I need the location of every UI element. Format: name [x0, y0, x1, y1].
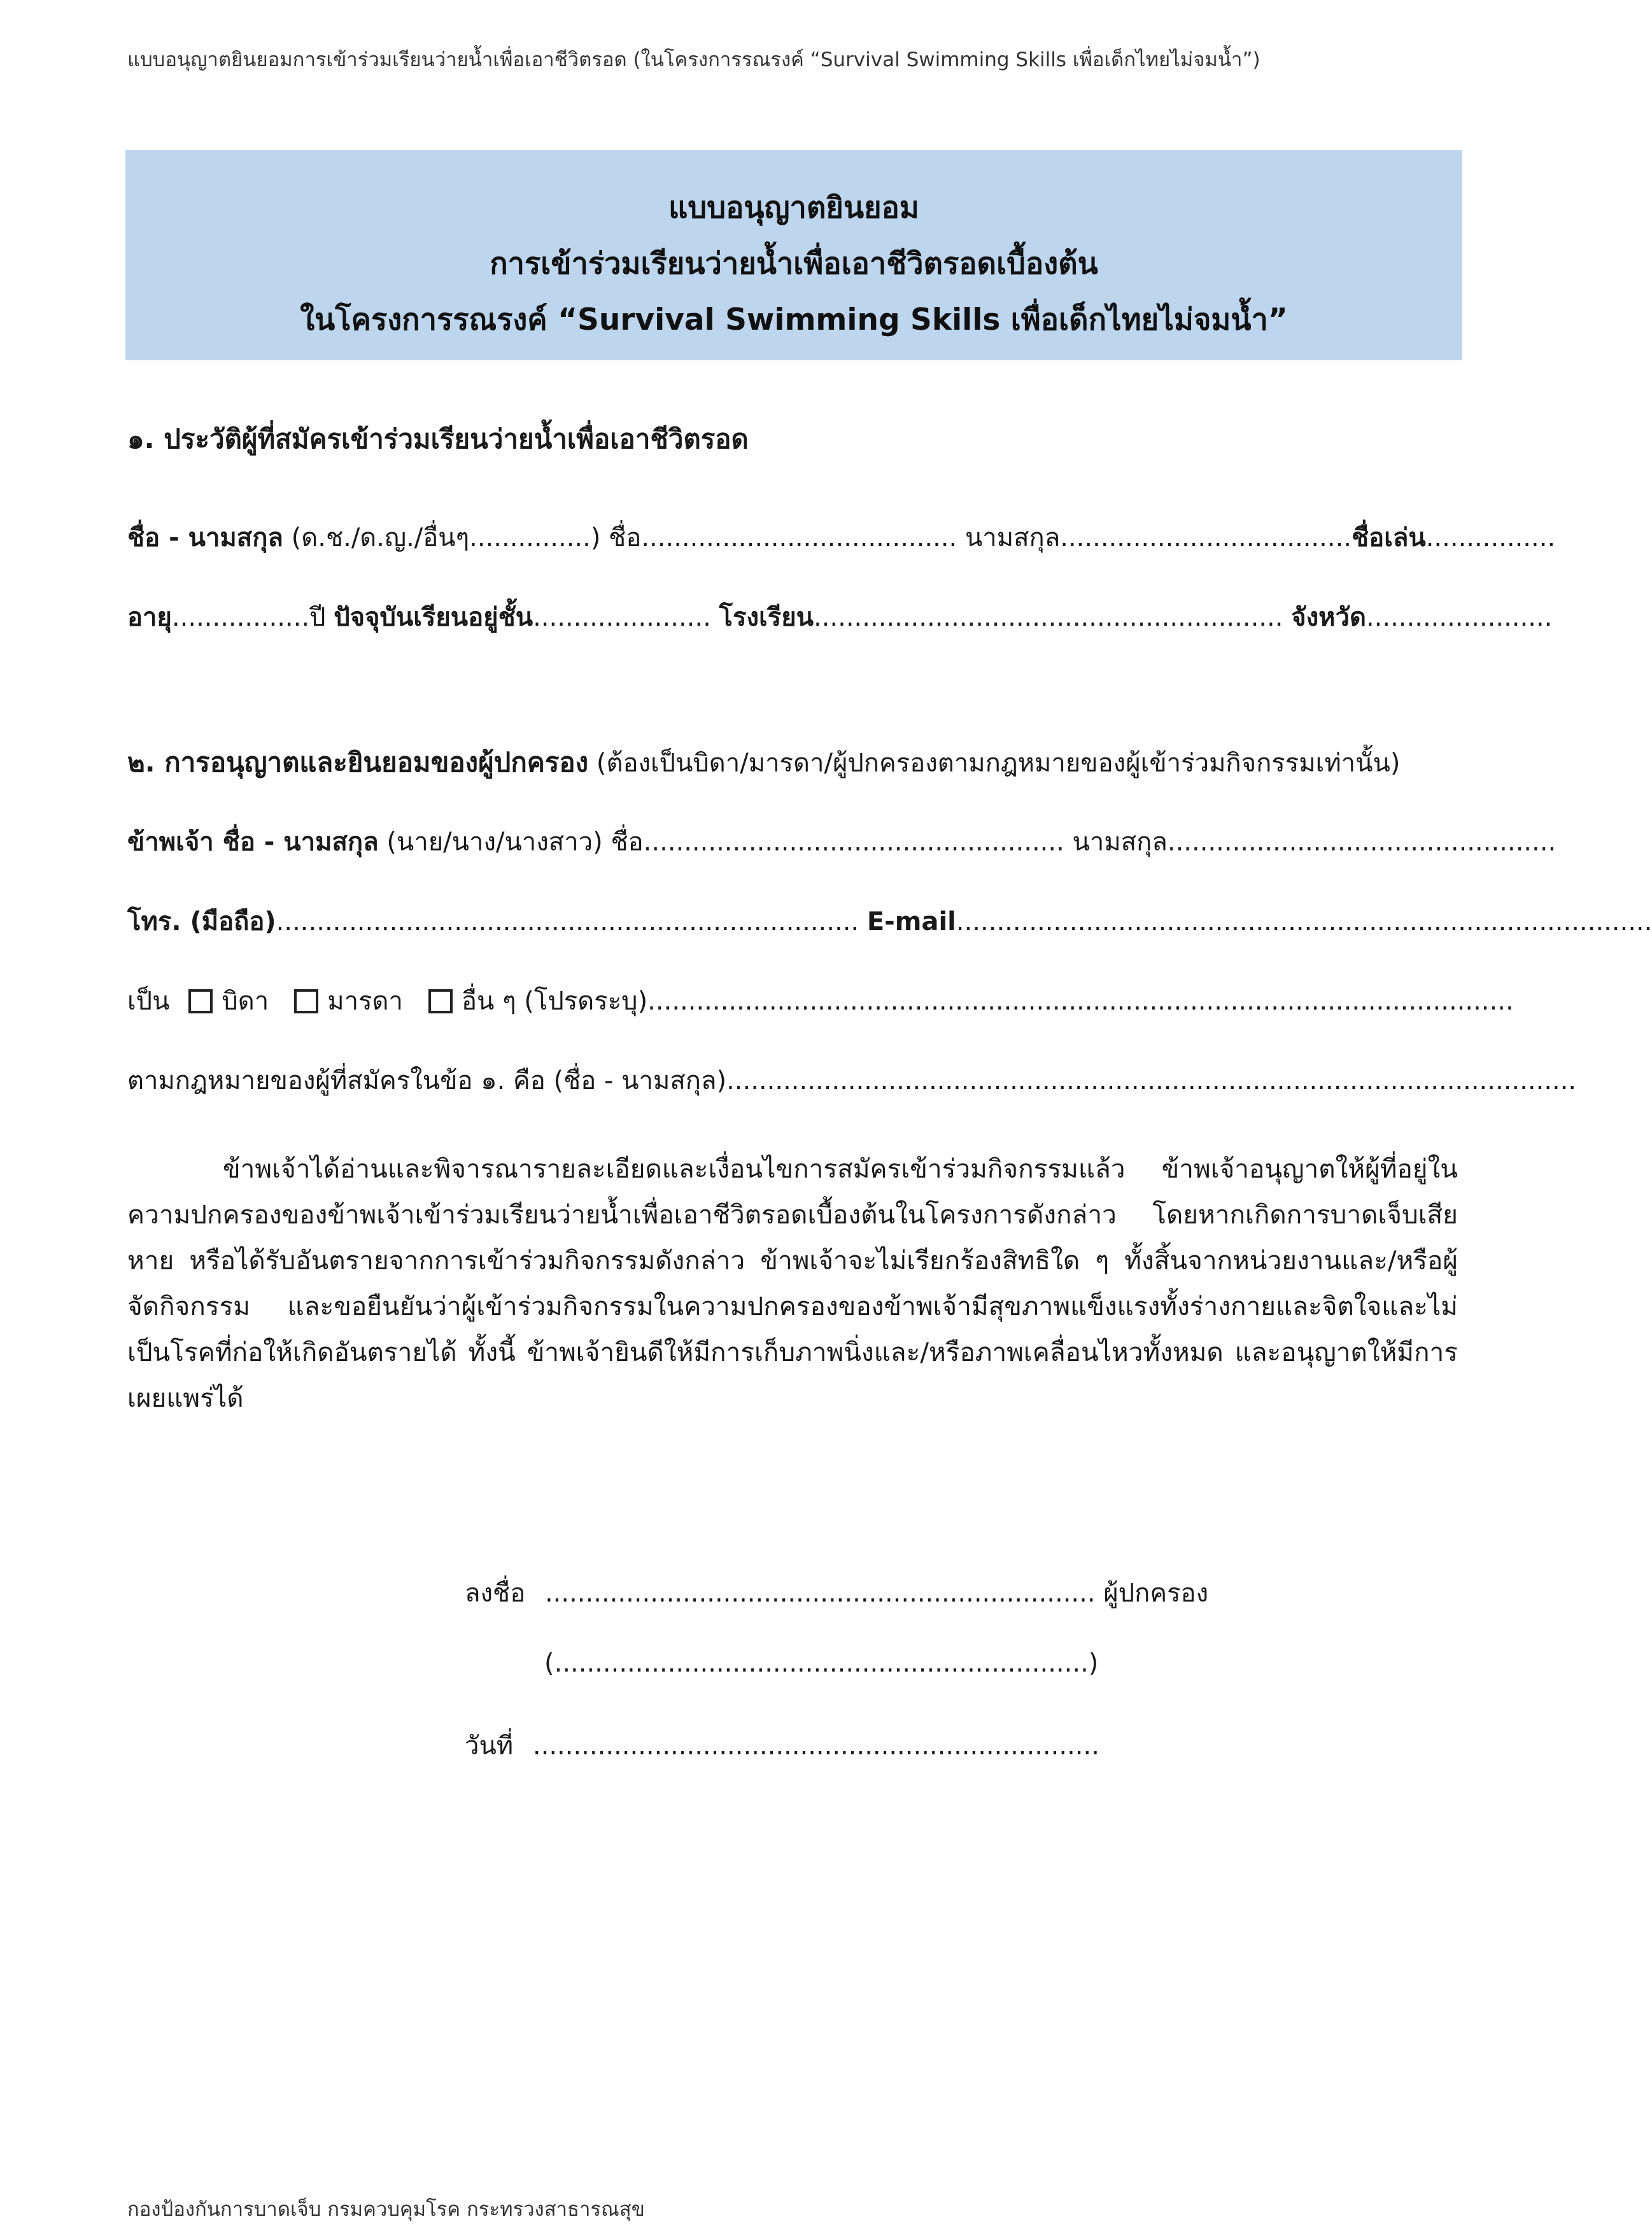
- applicant-name-label: ชื่อ - นามสกุล: [127, 523, 283, 553]
- province-label: จังหวัด: [1291, 603, 1366, 632]
- email-label: E-mail: [866, 907, 956, 936]
- guardian-name-row: [127, 821, 1556, 862]
- guardian-name-label: ข้าพเจ้า ชื่อ - นามสกุล: [127, 828, 379, 857]
- age-label: อายุ: [127, 603, 172, 632]
- section1-heading: ๑. ประวัติผู้ที่สมัครเข้าร่วมเรียนว่ายน้ำเพื่อเอาชีวิตรอด: [127, 423, 749, 454]
- applicant-details-row: [127, 596, 1552, 637]
- father-label: บิดา: [222, 987, 269, 1016]
- title-line-2: การเข้าร่วมเรียนว่ายน้ำเพื่อเอาชีวิตรอดเบื้องต้น: [490, 246, 1098, 281]
- applicant-first-name-field[interactable]: ชื่อ.......................................: [609, 523, 957, 553]
- phone-field[interactable]: ........................................................................: [276, 907, 859, 936]
- age-field[interactable]: .................ปี: [171, 603, 326, 632]
- school-label: โรงเรียน: [719, 603, 814, 632]
- phone-label: โทร. (มือถือ): [127, 907, 276, 936]
- school-field[interactable]: ..........................................................: [813, 603, 1283, 632]
- guardian-last-name-field[interactable]: นามสกุล................................................: [1072, 828, 1557, 857]
- applicant-last-name-field[interactable]: นามสกุล....................................: [964, 523, 1352, 553]
- other-field[interactable]: อื่น ๆ (โปรดระบุ)...........................................................................................................: [461, 987, 1514, 1016]
- signature-role: ผู้ปกครอง: [1103, 1579, 1209, 1608]
- date-row: [465, 1725, 1099, 1766]
- email-field[interactable]: ......................................................................................: [956, 907, 1652, 936]
- guardian-first-name-field[interactable]: ชื่อ....................................................: [611, 828, 1064, 857]
- title-box: [125, 150, 1462, 360]
- grade-label: ปัจจุบันเรียนอยู่ชั้น: [334, 603, 533, 632]
- section2-heading: ๒. การอนุญาตและยินยอมของผู้ปกครอง: [127, 747, 589, 778]
- date-label: วันที่: [465, 1731, 514, 1761]
- guardian-contact-row: [127, 901, 1652, 941]
- date-field[interactable]: ......................................................................: [532, 1731, 1099, 1761]
- title-line-3: ในโครงการรณรงค์ “Survival Swimming Skills เพื่อเด็กไทยไม่จมน้ำ”: [300, 302, 1288, 337]
- signature-field[interactable]: ....................................................................: [544, 1579, 1096, 1608]
- sign-label: ลงชื่อ: [465, 1579, 526, 1608]
- relationship-prefix: เป็น: [127, 987, 170, 1016]
- section2-heading-row: [127, 742, 1400, 784]
- applicant-prefix-field[interactable]: (ด.ช./ด.ญ./อื่นๆ...............): [291, 523, 601, 553]
- page-footer: กองป้องกันการบาดเจ็บ กรมควบคุมโรค กระทรวงสาธารณสุข: [127, 2198, 645, 2221]
- mother-checkbox[interactable]: [294, 989, 318, 1013]
- father-checkbox[interactable]: [188, 989, 213, 1013]
- title-line-1: แบบอนุญาตยินยอม: [668, 190, 919, 225]
- consent-text: ข้าพเจ้าได้อ่านและพิจารณารายละเอียดและเงื่อนไขการสมัครเข้าร่วมกิจกรรมแล้ว ข้าพเจ้าอนุญาตให้ผู้ที่อยู่ในความปกครองของข้าพเจ้าเข้าร่วมเรียนว่ายน้ำเพื่อเอาชีวิตรอดเบื้องต้นในโครงการดังกล่าว โดยหากเกิดการบาดเจ็บเสียหาย หรือได้รับอันตรายจากการเข้าร่วมกิจกรรมดังกล่าว ข้าพเจ้าจะไม่เรียกร้องสิทธิใด ๆ ทั้งสิ้นจากหน่วยงานและ/หรือผู้จัดกิจกรรม และขอยืนยันว่าผู้เข้าร่วมกิจกรรมในความปกครองของข้าพเจ้ามีสุขภาพแข็งแรงทั้งร่างกายและจิตใจและไม่เป็นโรคที่ก่อให้เกิดอันตรายได้ ทั้งนี้ ข้าพเจ้ายินดีให้มีการเก็บภาพนิ่งและ/หรือภาพเคลื่อนไหวทั้งหมด และอนุญาตให้มีการเผยแพร่ได้: [127, 1153, 1458, 1413]
- applicant-nickname-field[interactable]: ................: [1425, 523, 1556, 553]
- relationship-row: [127, 980, 1514, 1021]
- section2-heading-note: (ต้องเป็นบิดา/มารดา/ผู้ปกครองตามกฎหมายของผู้เข้าร่วมกิจกรรมเท่านั้น): [596, 749, 1401, 778]
- grade-field[interactable]: ......................: [533, 603, 711, 632]
- guardian-prefix-hint: (นาย/นาง/นางสาว): [386, 828, 603, 857]
- other-checkbox[interactable]: [428, 989, 453, 1013]
- mother-label: มารดา: [327, 987, 403, 1016]
- page-header: แบบอนุญาตยินยอมการเข้าร่วมเรียนว่ายน้ำเพื่อเอาชีวิตรอด (ในโครงการรณรงค์ “Survival Swimming Skills เพื่อเด็กไทยไม่จมน้ำ”): [127, 48, 1260, 71]
- applicant-nickname-label: ชื่อเล่น: [1352, 523, 1426, 553]
- signature-row: [465, 1572, 1208, 1613]
- applicant-name-row: [127, 517, 1555, 558]
- printed-name-field[interactable]: (..................................................................): [544, 1649, 1099, 1678]
- province-field[interactable]: .......................: [1366, 603, 1553, 632]
- consent-paragraph: [127, 1146, 1458, 1421]
- legal-child-name-field[interactable]: ตามกฎหมายของผู้ที่สมัครในข้อ ๑. คือ (ชื่อ - นามสกุล).........................................................................................................: [127, 1066, 1577, 1095]
